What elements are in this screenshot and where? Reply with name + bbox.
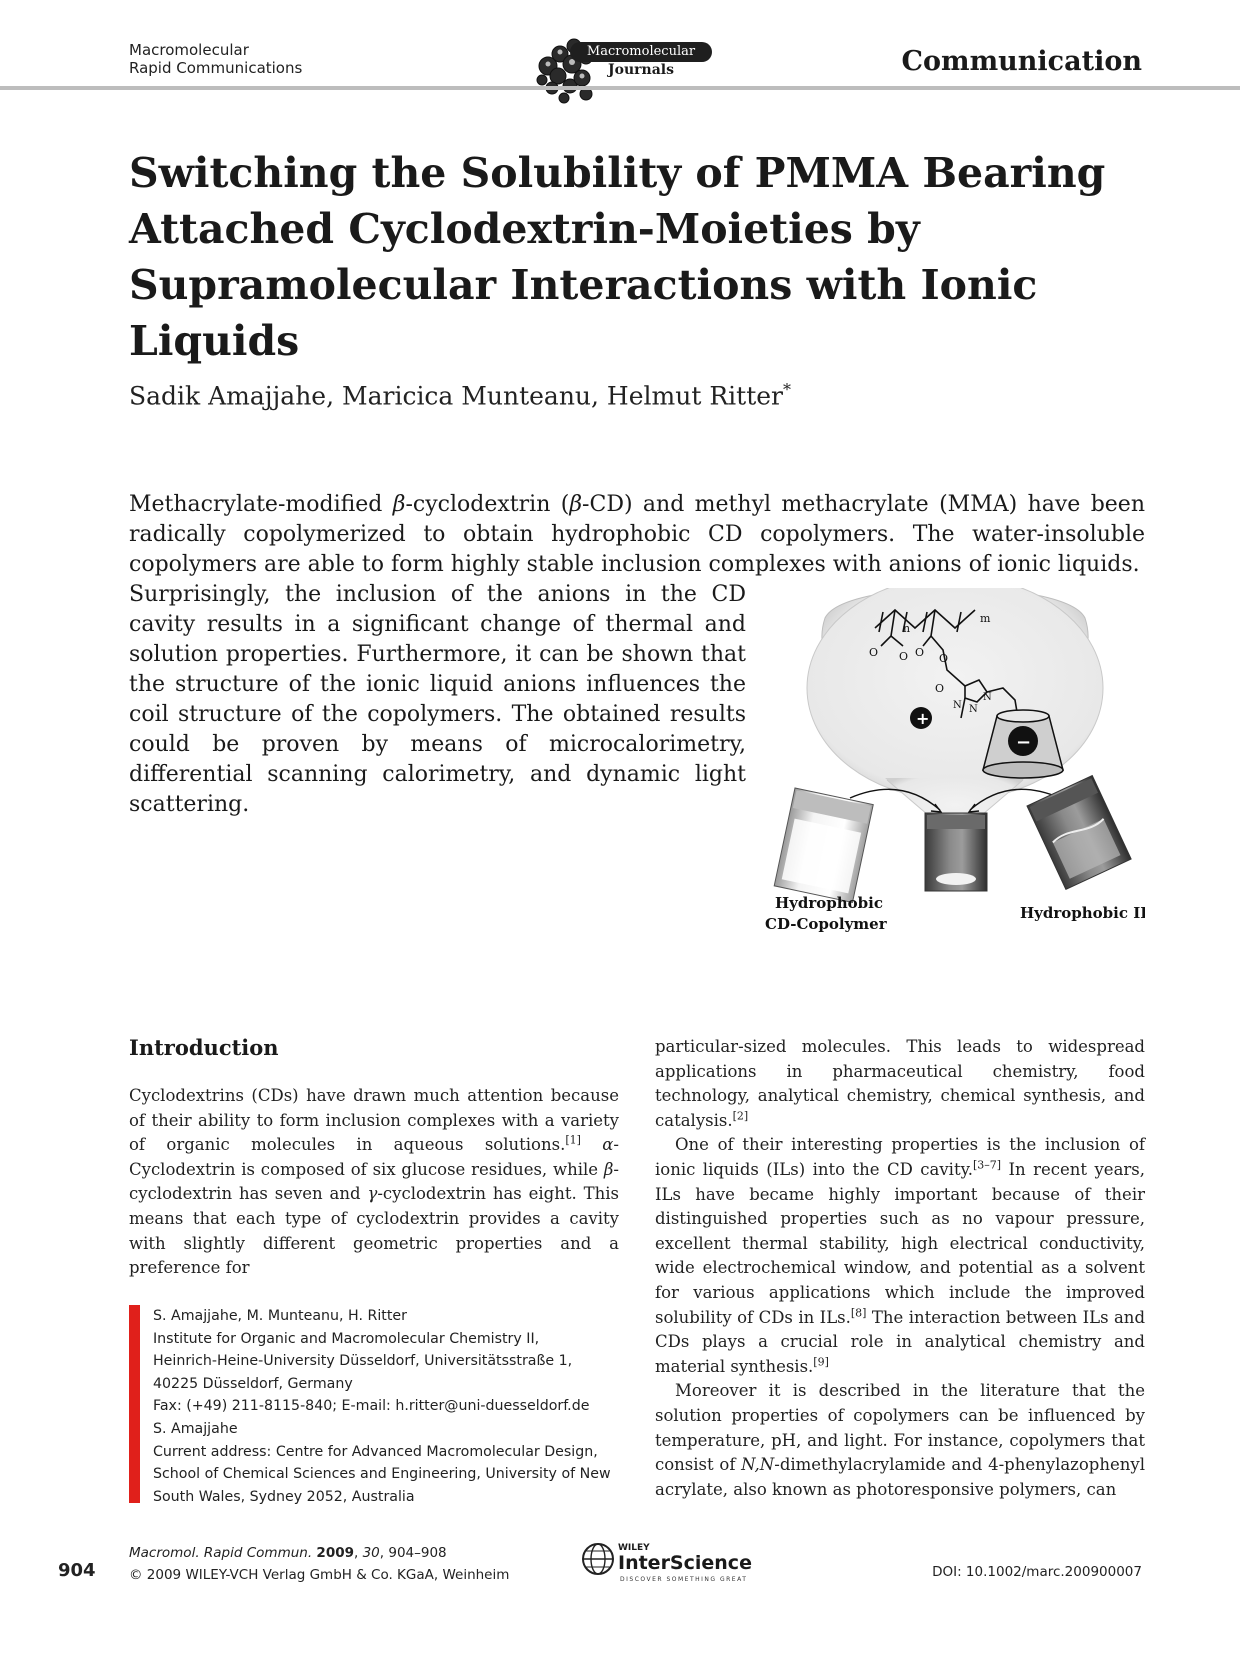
journal-name-line2: Rapid Communications bbox=[129, 59, 303, 77]
affiliation-city: 40225 Düsseldorf, Germany bbox=[153, 1375, 353, 1392]
author-names: Sadik Amajjahe, Maricica Munteanu, Helmut Ritter bbox=[129, 381, 783, 411]
nitrogen-atom-label: N bbox=[969, 704, 978, 715]
alpha-symbol: α bbox=[602, 1135, 614, 1155]
logo-banner: Macromolecular bbox=[570, 42, 712, 62]
body-text: -cyclodextrin has seven and bbox=[129, 1159, 619, 1204]
oxygen-atom-label: O bbox=[939, 652, 949, 665]
affiliation-text bbox=[153, 1305, 633, 1508]
citation-ref[interactable]: [2] bbox=[732, 1109, 749, 1123]
interscience-wordmark: InterScience bbox=[618, 1552, 752, 1574]
body-right-column bbox=[655, 1035, 1145, 1502]
body-text: -cyclodextrin has eight. This means that each type of cyclodextrin provides a cavity with slightly different geometric properties and a preference for bbox=[129, 1184, 619, 1278]
title-line-2: Attached Cyclodextrin-Moieties by bbox=[129, 205, 920, 253]
cyclodextrin-rim bbox=[997, 710, 1049, 722]
cation-plus: + bbox=[916, 709, 930, 728]
body-left-column bbox=[129, 1035, 619, 1281]
intro-paragraph-1 bbox=[129, 1084, 619, 1281]
repeat-index-m: m bbox=[980, 612, 991, 625]
wiley-wordmark: WILEY bbox=[618, 1543, 650, 1553]
body-text: One of their interesting properties is the inclusion of ionic liquids (ILs) into the CD cavity. bbox=[655, 1135, 1145, 1179]
body-text: Moreover it is described in the literature that the solution properties of copolymers can be influenced by temperature, pH, and light. For instance, copolymers that consist of bbox=[655, 1381, 1145, 1475]
vial-copolymer bbox=[774, 788, 873, 902]
intro-paragraph-4 bbox=[655, 1379, 1145, 1502]
body-text: In recent years, ILs have became highly important because of their distinguished properties such as no vapour pressure, excellent thermal stability, high electrical conductivity, wide electrochemical window, and potential as a solvent for various applications which include the improved solubility of CDs in ILs. bbox=[655, 1159, 1145, 1327]
section-label: Communication bbox=[901, 46, 1142, 77]
molecule-logo-icon bbox=[530, 24, 600, 106]
affiliation-institute: Institute for Organic and Macromolecular Chemistry II, bbox=[153, 1330, 540, 1347]
abstract-text: Methacrylate-modified bbox=[129, 492, 393, 517]
copyright-notice: © 2009 WILEY-VCH Verlag GmbH & Co. KGaA, Weinheim bbox=[129, 1567, 510, 1583]
body-text: Cyclodextrins (CDs) have drawn much attention because of their ability to form inclusion complexes with a variety of organic molecules in aqueous solutions. bbox=[129, 1086, 619, 1155]
citation-volume: 30 bbox=[362, 1545, 380, 1561]
label-hydrophobic-il: Hydrophobic IL bbox=[1020, 904, 1145, 922]
journal-citation: Macromol. Rapid Commun. 2009, 30, 904–908 bbox=[129, 1545, 447, 1561]
page-number: 904 bbox=[58, 1560, 96, 1581]
beta-symbol: β bbox=[392, 492, 406, 517]
title-line-3: Supramolecular Interactions with Ionic Liquids bbox=[129, 261, 1038, 365]
vial-mixture bbox=[925, 813, 987, 891]
affiliation-school: School of Chemical Sciences and Engineering, University of New bbox=[153, 1466, 611, 1483]
journal-name bbox=[129, 41, 302, 77]
intro-paragraph-2 bbox=[655, 1035, 1145, 1133]
abstract-text: -CD) and methyl methacrylate (MMA) have been radically copolymerized to obtain hydrophobic CD copolymers. The water-insoluble copolymers are able to form highly stable inclusion complexes with anions of ionic liquids. bbox=[129, 492, 1145, 577]
abstract-paragraph-1 bbox=[129, 490, 1145, 580]
abstract-paragraph-2: Surprisingly, the inclusion of the anions in the CD cavity results in a significant change of thermal and solution properties. Furthermore, it can be shown that the structure of the ionic liquid anions influences the coil structure of the copolymers. The obtained results could be proven by means of microcalorimetry, differential scanning calorimetry, and dynamic light scattering. bbox=[129, 582, 746, 817]
introduction-heading: Introduction bbox=[129, 1035, 279, 1060]
affiliation-author-2: S. Amajjahe bbox=[153, 1420, 238, 1437]
footer-citation bbox=[129, 1542, 509, 1586]
macromolecular-journals-logo bbox=[530, 24, 715, 106]
oxygen-atom-label: O bbox=[899, 650, 909, 663]
interscience-tagline: DISCOVER SOMETHING GREAT bbox=[620, 1576, 748, 1583]
oxygen-atom-label: O bbox=[935, 682, 945, 695]
body-text: -Cyclodextrin is composed of six glucose residues, while bbox=[129, 1135, 619, 1179]
oxygen-atom-label: O bbox=[915, 646, 925, 659]
title-line-1: Switching the Solubility of PMMA Bearing bbox=[129, 149, 1106, 197]
author-list bbox=[129, 380, 791, 410]
affiliation-contact: Fax: (+49) 211-8115-840; E-mail: h.ritter@uni-duesseldorf.de bbox=[153, 1398, 590, 1415]
body-text: particular-sized molecules. This leads to widespread applications in pharmaceutical chemistry, food technology, analytical chemistry, chemical synthesis, and catalysis. bbox=[655, 1037, 1145, 1130]
anion-minus: − bbox=[1016, 732, 1032, 753]
affiliation-accent-bar bbox=[129, 1305, 140, 1503]
article-title bbox=[129, 145, 1129, 369]
logo-subtitle: Journals bbox=[608, 62, 674, 78]
citation-ref[interactable]: [1] bbox=[565, 1133, 581, 1147]
citation-ref[interactable]: [3–7] bbox=[972, 1158, 1002, 1172]
body-italic: N,N bbox=[741, 1455, 775, 1475]
body-text: -dimethylacrylamide and 4-phenylazophenyl acrylate, also known as photoresponsive polymers, can bbox=[655, 1455, 1145, 1499]
graphical-abstract-figure bbox=[765, 588, 1145, 978]
label-hydrophobic-copolymer-2: CD-Copolymer bbox=[765, 915, 887, 933]
oxygen-atom-label: O bbox=[869, 646, 879, 659]
citation-pages: , 904–908 bbox=[379, 1545, 447, 1561]
corresponding-author-mark: * bbox=[782, 380, 791, 399]
journal-abbreviation: Macromol. Rapid Commun. bbox=[129, 1545, 313, 1561]
citation-ref[interactable]: [8] bbox=[850, 1306, 867, 1320]
affiliation-authors: S. Amajjahe, M. Munteanu, H. Ritter bbox=[153, 1308, 407, 1324]
graphical-abstract bbox=[765, 588, 1145, 978]
wiley-interscience-logo bbox=[578, 1535, 758, 1585]
intro-paragraph-3 bbox=[655, 1133, 1145, 1379]
journal-name-line1: Macromolecular bbox=[129, 41, 249, 59]
globe-icon bbox=[578, 1539, 618, 1579]
affiliation-university: Heinrich-Heine-University Düsseldorf, Universitätsstraße 1, bbox=[153, 1353, 573, 1370]
cyclodextrin-base bbox=[983, 762, 1063, 778]
beta-symbol: β bbox=[603, 1159, 614, 1179]
affiliation-current-address: Current address: Centre for Advanced Macromolecular Design, bbox=[153, 1443, 598, 1460]
beta-symbol: β bbox=[569, 492, 583, 517]
nitrogen-atom-label: N bbox=[953, 700, 962, 711]
gamma-symbol: γ bbox=[367, 1184, 378, 1204]
nitrogen-atom-label: N bbox=[983, 692, 992, 703]
doi[interactable]: DOI: 10.1002/marc.200900007 bbox=[932, 1564, 1142, 1580]
label-hydrophobic-copolymer-1: Hydrophobic bbox=[775, 894, 884, 912]
body-text: The interaction between ILs and CDs plays a crucial role in analytical chemistry and material synthesis. bbox=[655, 1307, 1146, 1376]
header-divider bbox=[0, 86, 1240, 90]
repeat-index-n: n bbox=[903, 622, 911, 635]
abstract-text: -cyclodextrin ( bbox=[405, 492, 570, 517]
citation-year: 2009 bbox=[316, 1545, 354, 1561]
citation-ref[interactable]: [9] bbox=[813, 1355, 829, 1369]
affiliation-location: South Wales, Sydney 2052, Australia bbox=[153, 1488, 415, 1505]
